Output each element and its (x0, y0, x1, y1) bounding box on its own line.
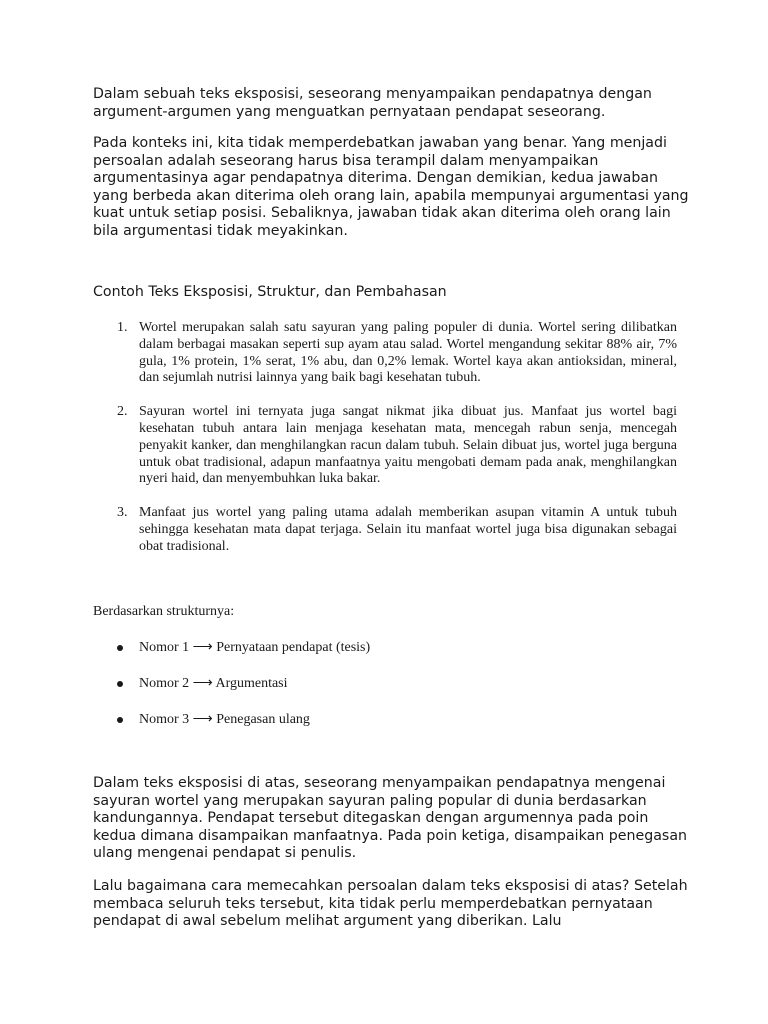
list-item-number: 2. (117, 404, 128, 420)
bullet-item-text: Nomor 1 ⟶ Pernyataan pendapat (tesis) (139, 640, 371, 655)
bullet-icon (117, 717, 123, 723)
structure-title: Berdasarkan strukturnya: (93, 604, 235, 619)
bullet-item (93, 712, 370, 748)
list-item-number: 1. (117, 320, 128, 335)
bullet-item (93, 676, 370, 712)
list-item-text: Sayuran wortel ini ternyata juga sangat nikmat jika dibuat jus. Manfaat jus wortel bagi kesehatan tubuh antara lain menjaga kesehatan mata, mencegah rabun senja, mencegah penyakit kanker, dan menghilangkan racun dalam tubuh. Selain dibuat jus, wortel juga berguna untuk obat tradisional, adapun manfaatnya yaitu mengobati demam pada anak, menghilangkan nyeri haid, dan menyembuhkan luka bakar. (139, 404, 677, 487)
bullet-item-text: Nomor 2 ⟶ Argumentasi (139, 676, 288, 691)
section-heading: Contoh Teks Eksposisi, Struktur, dan Pembahasan (93, 284, 447, 300)
list-item (93, 505, 677, 555)
context-paragraph: Pada konteks ini, kita tidak memperdebatkan jawaban yang benar. Yang menjadi persoalan adalah seseorang harus bisa terampil dalam menyampaikan argumentasinya agar pendapatnya diterima. Dengan demikian, kedua jawaban yang berbeda akan diterima oleh orang lain, apabila mempunyai argumentasi yang kuat untuk setiap posisi. Sebaliknya, jawaban tidak akan diterima oleh orang lain bila argumentasi tidak meyakinkan. (93, 135, 689, 239)
list-item-text: Wortel merupakan salah satu sayuran yang paling populer di dunia. Wortel sering dilibatkan dalam berbagai masakan seperti sup ayam atau salad. Wortel mengandung sekitar 88% air, 7% gula, 1% protein, 1% serat, 1% abu, dan 0,2% lemak. Wortel kaya akan antioksidan, mineral, dan sejumlah nutrisi lainnya yang baik bagi kesehatan tubuh. (139, 320, 677, 386)
list-item-text: Manfaat jus wortel yang paling utama adalah memberikan asupan vitamin A untuk tubuh sehingga kesehatan mata dapat terjaga. Selain itu manfaat wortel juga bisa digunakan sebagai obat tradisional. (139, 505, 677, 554)
numbered-list (93, 320, 677, 556)
list-item (93, 404, 677, 488)
bullet-icon (117, 681, 123, 687)
list-item-number: 3. (117, 505, 128, 521)
bullet-icon (117, 645, 123, 651)
bullet-item (93, 640, 370, 676)
bullet-list (93, 640, 370, 748)
intro-paragraph: Dalam sebuah teks eksposisi, seseorang menyampaikan pendapatnya dengan argument-argumen yang menguatkan pernyataan pendapat seseorang. (93, 86, 652, 120)
analysis-paragraph: Dalam teks eksposisi di atas, seseorang menyampaikan pendapatnya mengenai sayuran wortel yang merupakan sayuran paling popular di dunia berdasarkan kandungannya. Pendapat tersebut ditegaskan dengan argumennya pada poin kedua dimana disampaikan manfaatnya. Pada poin ketiga, disampaikan penegasan ulang mengenai pendapat si penulis. (93, 775, 688, 861)
list-item (93, 320, 677, 387)
closing-paragraph: Lalu bagaimana cara memecahkan persoalan dalam teks eksposisi di atas? Setelah membaca seluruh teks tersebut, kita tidak perlu memperdebatkan pernyataan pendapat di awal sebelum melihat argument yang diberikan. Lalu (93, 878, 688, 929)
bullet-item-text: Nomor 3 ⟶ Penegasan ulang (139, 712, 310, 727)
